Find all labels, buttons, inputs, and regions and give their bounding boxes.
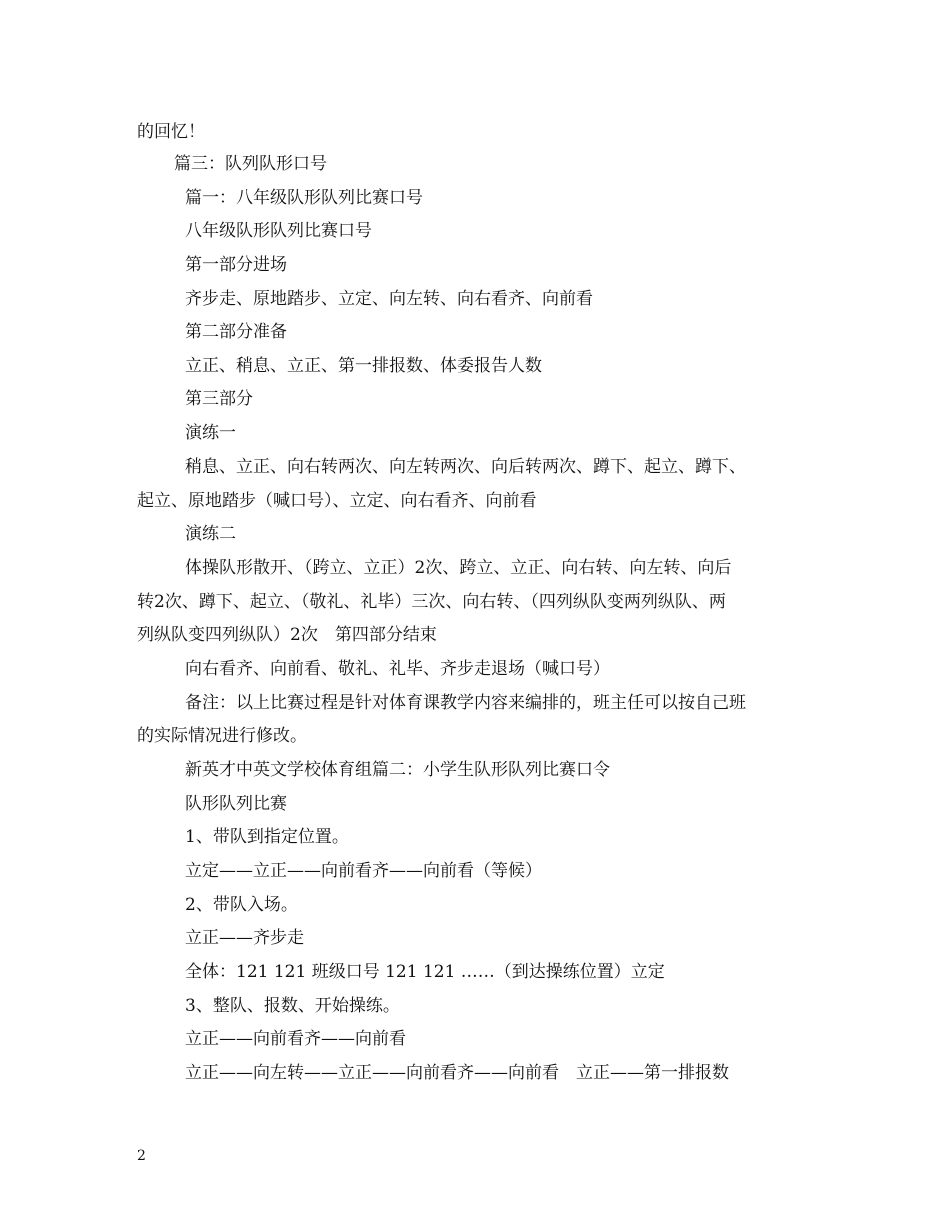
text-line-16: 列纵队变四列纵队）2次 第四部分结束	[137, 625, 437, 645]
text-line-7: 第二部分准备	[185, 322, 287, 342]
text-line-19: 的实际情况进行修改。	[137, 726, 307, 746]
text-line-25: 立正——齐步走	[185, 928, 304, 948]
text-line-4: 八年级队形队列比赛口号	[185, 221, 372, 241]
text-line-15: 转2次、蹲下、起立、（敬礼、礼毕）三次、向右转、（四列纵队变两列纵队、两	[137, 592, 726, 612]
text-line-26: 全体：121 121 班级口号 121 121 ……（到达操练位置）立定	[185, 962, 665, 982]
page-number: 2	[137, 1148, 146, 1164]
text-line-20: 新英才中英文学校体育组篇二：小学生队形队列比赛口令	[185, 760, 610, 780]
text-line-5: 第一部分进场	[185, 255, 287, 275]
text-line-13: 演练二	[185, 524, 236, 544]
text-line-23: 立定——立正——向前看齐——向前看（等候）	[185, 861, 542, 881]
text-line-12: 起立、原地踏步（喊口号）、立定、向右看齐、向前看	[137, 491, 537, 511]
text-line-17: 向右看齐、向前看、敬礼、礼毕、齐步走退场（喊口号）	[185, 659, 610, 679]
text-line-1: 的回忆！	[137, 122, 205, 142]
text-line-29: 立正——向左转——立正——向前看齐——向前看 立正——第一排报数	[185, 1063, 729, 1083]
text-line-14: 体操队形散开、（跨立、立正）2次、跨立、立正、向右转、向左转、向后	[185, 558, 732, 578]
text-line-22: 1、带队到指定位置。	[185, 827, 349, 847]
text-line-28: 立正——向前看齐——向前看	[185, 1029, 406, 1049]
text-line-8: 立正、稍息、立正、第一排报数、体委报告人数	[185, 356, 542, 376]
text-line-18: 备注：以上比赛过程是针对体育课教学内容来编排的，班主任可以按自己班	[185, 693, 746, 713]
text-line-9: 第三部分	[185, 389, 253, 409]
text-line-27: 3、整队、报数、开始操练。	[185, 996, 400, 1016]
text-line-2: 篇三：队列队形口号	[174, 154, 327, 174]
text-line-21: 队形队列比赛	[185, 794, 287, 814]
text-line-6: 齐步走、原地踏步、立定、向左转、向右看齐、向前看	[185, 289, 593, 309]
text-line-10: 演练一	[185, 423, 236, 443]
text-line-24: 2、带队入场。	[185, 895, 298, 915]
text-line-11: 稍息、立正、向右转两次、向左转两次、向后转两次、蹲下、起立、蹲下、	[185, 457, 746, 477]
text-line-3: 篇一：八年级队形队列比赛口号	[185, 188, 423, 208]
